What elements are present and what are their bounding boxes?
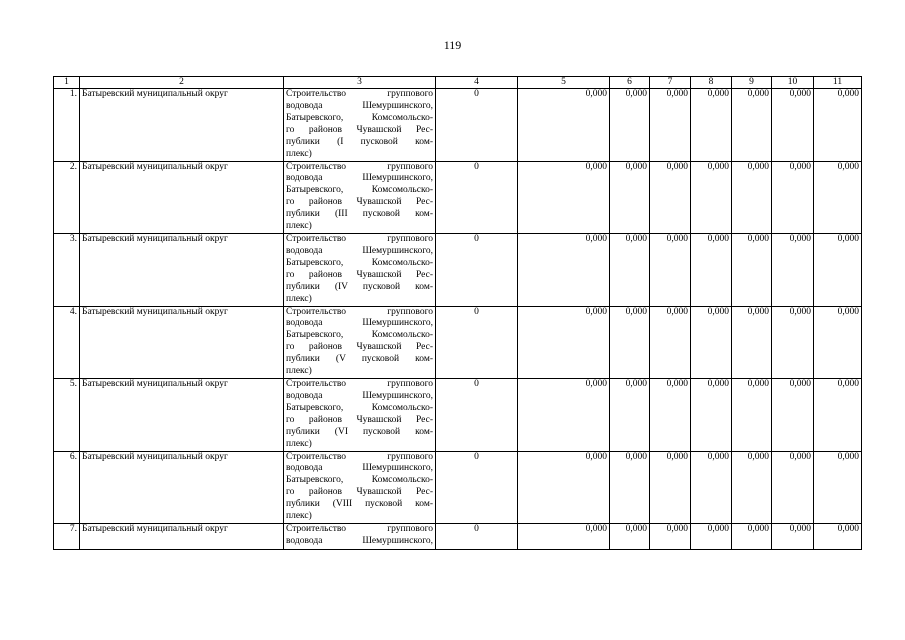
- row-number: 2.: [54, 161, 80, 234]
- table-row: [54, 451, 862, 524]
- table-row: [54, 234, 862, 307]
- description-line: плекс): [286, 511, 312, 522]
- row-number: 1.: [54, 89, 80, 162]
- header-cell: 2: [80, 77, 284, 89]
- value-col-8: 0,000: [691, 234, 732, 307]
- value-col-10: 0,000: [772, 451, 814, 524]
- value-col-7: 0,000: [650, 234, 691, 307]
- description-line: го районов Чувашской Рес-: [286, 487, 433, 498]
- value-col-5: 0,000: [518, 524, 610, 550]
- description-line: публики (IV пусковой ком-: [286, 281, 433, 292]
- value-col-5: 0,000: [518, 306, 610, 379]
- description-line: Строительство группового: [286, 379, 433, 389]
- table-body: [54, 89, 862, 550]
- header-cell: 4: [436, 77, 518, 89]
- description-line: водовода Шемуршинского,: [286, 535, 433, 546]
- value-col-9: 0,000: [732, 89, 772, 162]
- region-name: Батыревский муниципальный округ: [80, 89, 284, 162]
- description-line: водовода Шемуршинского,: [286, 318, 433, 329]
- value-col-11: 0,000: [814, 306, 862, 379]
- value-col-9: 0,000: [732, 379, 772, 452]
- value-col-5: 0,000: [518, 379, 610, 452]
- description-line: водовода Шемуршинского,: [286, 100, 433, 111]
- description-line: публики (I пусковой ком-: [286, 136, 433, 147]
- description-line: Батыревского, Комсомольско-: [286, 330, 433, 341]
- header-cell: 10: [772, 77, 814, 89]
- value-col-9: 0,000: [732, 524, 772, 550]
- header-cell: 8: [691, 77, 732, 89]
- value-col-11: 0,000: [814, 89, 862, 162]
- project-description: [284, 524, 436, 550]
- value-col-6: 0,000: [610, 306, 650, 379]
- row-number: 7.: [54, 524, 80, 550]
- project-description: [284, 451, 436, 524]
- value-col-10: 0,000: [772, 524, 814, 550]
- value-col-6: 0,000: [610, 451, 650, 524]
- value-col-11: 0,000: [814, 379, 862, 452]
- value-col-7: 0,000: [650, 379, 691, 452]
- region-name: Батыревский муниципальный округ: [80, 161, 284, 234]
- table-row: [54, 89, 862, 162]
- value-col-4: 0: [436, 306, 518, 379]
- row-number: 3.: [54, 234, 80, 307]
- header-cell: 3: [284, 77, 436, 89]
- region-name: Батыревский муниципальный округ: [80, 379, 284, 452]
- description-line: го районов Чувашской Рес-: [286, 124, 433, 135]
- value-col-6: 0,000: [610, 379, 650, 452]
- description-line: водовода Шемуршинского,: [286, 463, 433, 474]
- region-name: Батыревский муниципальный округ: [80, 234, 284, 307]
- description-line: водовода Шемуршинского,: [286, 245, 433, 256]
- value-col-10: 0,000: [772, 379, 814, 452]
- project-description: [284, 89, 436, 162]
- table-row: [54, 524, 862, 550]
- region-name: Батыревский муниципальный округ: [80, 524, 284, 550]
- row-number: 5.: [54, 379, 80, 452]
- header-cell: 1: [54, 77, 80, 89]
- description-line: публики (III пусковой ком-: [286, 209, 433, 220]
- value-col-7: 0,000: [650, 451, 691, 524]
- description-line: Батыревского, Комсомольско-: [286, 257, 433, 268]
- value-col-7: 0,000: [650, 524, 691, 550]
- description-line: водовода Шемуршинского,: [286, 173, 433, 184]
- header-cell: 6: [610, 77, 650, 89]
- value-col-11: 0,000: [814, 161, 862, 234]
- header-row: [54, 77, 862, 89]
- value-col-9: 0,000: [732, 451, 772, 524]
- description-line: плекс): [286, 148, 312, 159]
- value-col-5: 0,000: [518, 161, 610, 234]
- value-col-11: 0,000: [814, 524, 862, 550]
- header-cell: 5: [518, 77, 610, 89]
- description-line: Батыревского, Комсомольско-: [286, 185, 433, 196]
- data-table: [53, 76, 862, 550]
- value-col-9: 0,000: [732, 234, 772, 307]
- project-description: [284, 306, 436, 379]
- value-col-8: 0,000: [691, 306, 732, 379]
- description-line: Батыревского, Комсомольско-: [286, 402, 433, 413]
- description-line: водовода Шемуршинского,: [286, 390, 433, 401]
- table-row: [54, 379, 862, 452]
- value-col-7: 0,000: [650, 306, 691, 379]
- value-col-4: 0: [436, 89, 518, 162]
- description-line: Батыревского, Комсомольско-: [286, 475, 433, 486]
- value-col-10: 0,000: [772, 161, 814, 234]
- value-col-5: 0,000: [518, 234, 610, 307]
- description-line: Батыревского, Комсомольско-: [286, 112, 433, 123]
- description-line: го районов Чувашской Рес-: [286, 342, 433, 353]
- value-col-10: 0,000: [772, 234, 814, 307]
- value-col-4: 0: [436, 451, 518, 524]
- region-name: Батыревский муниципальный округ: [80, 451, 284, 524]
- description-line: го районов Чувашской Рес-: [286, 269, 433, 280]
- description-line: го районов Чувашской Рес-: [286, 414, 433, 425]
- value-col-10: 0,000: [772, 306, 814, 379]
- description-line: плекс): [286, 293, 312, 304]
- description-line: публики (VIII пусковой ком-: [286, 499, 433, 510]
- value-col-5: 0,000: [518, 451, 610, 524]
- value-col-8: 0,000: [691, 89, 732, 162]
- project-description: [284, 234, 436, 307]
- value-col-11: 0,000: [814, 234, 862, 307]
- value-col-6: 0,000: [610, 524, 650, 550]
- value-col-4: 0: [436, 379, 518, 452]
- value-col-8: 0,000: [691, 379, 732, 452]
- description-line: Строительство группового: [286, 306, 433, 317]
- description-line: публики (VI пусковой ком-: [286, 426, 433, 437]
- description-line: плекс): [286, 438, 312, 449]
- description-line: публики (V пусковой ком-: [286, 354, 433, 365]
- value-col-6: 0,000: [610, 161, 650, 234]
- description-line: плекс): [286, 221, 312, 232]
- value-col-10: 0,000: [772, 89, 814, 162]
- table-row: [54, 306, 862, 379]
- value-col-9: 0,000: [732, 306, 772, 379]
- value-col-8: 0,000: [691, 451, 732, 524]
- header-cell: 11: [814, 77, 862, 89]
- value-col-11: 0,000: [814, 451, 862, 524]
- table-row: [54, 161, 862, 234]
- value-col-8: 0,000: [691, 524, 732, 550]
- value-col-5: 0,000: [518, 89, 610, 162]
- value-col-6: 0,000: [610, 89, 650, 162]
- value-col-8: 0,000: [691, 161, 732, 234]
- description-line: Строительство группового: [286, 89, 433, 99]
- row-number: 4.: [54, 306, 80, 379]
- description-line: го районов Чувашской Рес-: [286, 197, 433, 208]
- value-col-4: 0: [436, 524, 518, 550]
- region-name: Батыревский муниципальный округ: [80, 306, 284, 379]
- project-description: [284, 161, 436, 234]
- page-number: 119: [443, 38, 462, 52]
- description-line: Строительство группового: [286, 161, 433, 172]
- project-description: [284, 379, 436, 452]
- value-col-9: 0,000: [732, 161, 772, 234]
- description-line: Строительство группового: [286, 234, 433, 244]
- row-number: 6.: [54, 451, 80, 524]
- value-col-7: 0,000: [650, 89, 691, 162]
- value-col-4: 0: [436, 234, 518, 307]
- value-col-4: 0: [436, 161, 518, 234]
- value-col-6: 0,000: [610, 234, 650, 307]
- description-line: плекс): [286, 366, 312, 377]
- header-cell: 7: [650, 77, 691, 89]
- header-cell: 9: [732, 77, 772, 89]
- description-line: Строительство группового: [286, 451, 433, 462]
- value-col-7: 0,000: [650, 161, 691, 234]
- description-line: Строительство группового: [286, 524, 433, 534]
